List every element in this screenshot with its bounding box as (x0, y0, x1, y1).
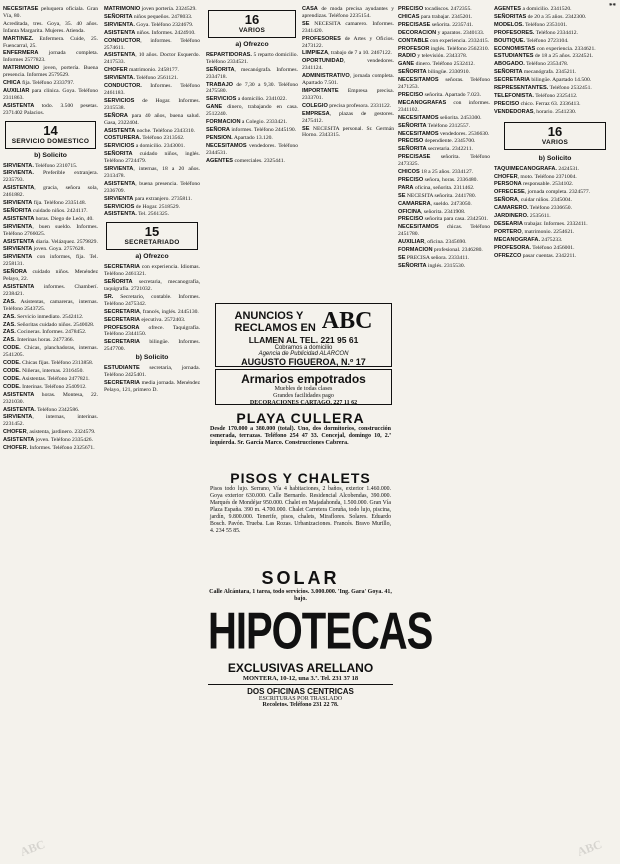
classified-ad: ASISTENTA noche. Teléfono 2343310. (104, 127, 195, 134)
classified-ad: MECANOGRAFAS con informes. 2341102. (398, 99, 490, 113)
classified-ad: ASISTENTA. Tel. 2561325. (104, 211, 169, 218)
abc-brand-logo: ABC (321, 308, 373, 334)
classified-ad: VENDEDORAS, horario. 2541230. (494, 108, 577, 115)
classified-ad: SIRVIENTA. Teléfono 2310715. (3, 162, 78, 169)
classified-ad: SIRVIENTA. Teléfono 2561121. (104, 75, 179, 82)
classified-ad: SEÑORITA, mecanógrafa. Informes. 2334718. (206, 66, 298, 80)
classified-ad: GANE dinero, trabajando en casa. 2512240. (206, 104, 298, 118)
classified-ad: CODE. Asistentas. Teléfono 2477821. (3, 375, 90, 382)
classified-ad: TELEFONISTA. Teléfono 2325412. (494, 92, 578, 99)
abc-watermark-right: ABC (574, 837, 604, 859)
abc-ad-phone: LLAMEN AL TEL. 221 95 61 (248, 335, 359, 345)
classified-ad: MARTINEZ. Enfermera. Cuide, 25. Fuencarral, 25. (3, 35, 98, 49)
column-2-ads-solicito (104, 365, 200, 394)
abc-ad-line2: RECLAMOS EN (234, 321, 316, 334)
column-2 (104, 6, 200, 858)
abc-watermark-left: ABC (18, 837, 47, 859)
classified-ad: SE NECESITA personal. Sr. Germán Horno. 2343315. (302, 125, 394, 139)
classified-ad: SE NECESITA camarero. Informes. 2341420. (302, 20, 394, 34)
hipotecas-subtitle: EXCLUSIVAS ARELLANO (227, 661, 374, 675)
classified-ad: OFRECESE, jornada completa. 2324577. (494, 189, 591, 196)
solar-title: SOLAR (261, 568, 340, 588)
armarios-line3: DECORACIONES CARTAGO. 227 11 62 (249, 400, 358, 406)
classified-ad: ZAS. Servicio inmediato. 2542412. (3, 313, 84, 320)
classified-ad: SECRETARIA bilingüe. Informes. 2547700. (104, 339, 200, 353)
classified-ad: CHOFER. Informes. Teléfono 2325671. (3, 445, 95, 452)
section-number: 16 (244, 12, 260, 27)
column-1 (3, 6, 98, 858)
classified-ad: PRECISASE señorita. Teléfono 2473325. (398, 154, 490, 168)
abc-ad-collect: Cobramos a domicilio (274, 345, 333, 351)
playa-title: PLAYA CULLERA (236, 410, 365, 426)
section-label: VARIOS (238, 27, 266, 34)
subsection-ofrezco: a) Ofrezco (135, 253, 169, 261)
classified-ad: NECESITASE peluquera oficiala. Gran Vía, 80. (3, 6, 98, 19)
classified-ad: COSTURERA. Teléfono 2313562. (104, 135, 185, 142)
page-marker: ** (609, 2, 616, 10)
classified-ad: PRECISO chico. Ferraz 63. 2336413. (494, 100, 581, 107)
classified-ad: PRECISO señora, horas. 2336480. (398, 176, 478, 183)
classified-ad: OFICINA, señorita. 2341908. (398, 208, 466, 215)
classified-ad: ASISTENTA todo. 3.500 pesetas. 2371402 Palacios. (3, 102, 98, 116)
classified-ad: SEÑORITA Teléfono 2312557. (398, 122, 470, 129)
section-label: VARIOS (541, 138, 569, 146)
column-5-ads (398, 6, 490, 270)
section-number: 16 (547, 123, 563, 139)
abc-ad-agency: Agencia de Publicidad ALARCON (258, 351, 349, 357)
classified-ad: ASISTENTA, buena presencia. Teléfono 2336709. (104, 180, 200, 194)
classified-ad: NECESITAMOS señoras. Teléfono 2471253. (398, 77, 490, 91)
classified-ad: REPRESENTANTES. Teléfono 2532451. (494, 85, 592, 92)
classified-ad: NECESITAMOS chicas. Teléfono 2451780. (398, 224, 490, 238)
classified-ad: SIRVIENTA joven. Goya. 2757628. (3, 246, 85, 253)
classified-ad: SR. Secretario, contable. Informes. Teléfono 2475342. (104, 293, 200, 307)
classified-ad: PROFESORES. Teléfono 2334412. (494, 29, 578, 36)
classified-ad: ESTUDIANTES de 18 a 25 años. 2324521. (494, 53, 594, 60)
classified-ad: SERVICIOS a domicilio. 2341022. (206, 96, 287, 103)
classified-ad: AUXILIAR, oficina. 2345690. (398, 239, 467, 246)
classified-ad: SEÑORITA bilingüe. 2330910. (398, 69, 471, 76)
playa-body: Desde 170.000 a 380.000 (total). Uno, dos dormitorios, construcción esmerada, terrazas. Teléfono 254 47 33. Concejal, domingo 10, 2.ª izquierda. Sr. García Marco. Construcciones Cabrera. (210, 426, 391, 446)
classified-ad: SIRVIENTA. Preferible extranjera. 2235793. (3, 170, 98, 184)
classified-ad: CONTABLE con experiencia. 2332415. (398, 37, 490, 44)
playa-cullera-advertisement (208, 410, 393, 466)
subsection-solicito: b) Solicito (135, 354, 169, 362)
section-label: SECRETARIADO (124, 239, 180, 247)
classified-ad: ECONOMISTAS con experiencia. 2334621. (494, 45, 596, 52)
classified-ad: SEÑORA, cuidar niños. 2345004. (494, 197, 573, 204)
classified-ad: ASISTENTA joven. Teléfono 2335426. (3, 437, 93, 444)
classified-ad: SERVICIOS de Hogar. Informes. 2315538. (104, 97, 200, 111)
classified-ad: TAQUIMECANOGRAFA. 2424531. (494, 165, 580, 172)
column-3-ads (206, 52, 298, 165)
subsection-ofrezco: a) Ofrezco (235, 41, 269, 48)
classified-ad: CHOFER, moto. Teléfono 2371004. (494, 173, 577, 180)
classified-ad: SIRVIENTA, internas, 18 a 20 años. 2313478. (104, 166, 200, 179)
classified-ad: SIRVIENTA, buen sueldo. Informes. Teléfono 2766025. (3, 223, 98, 237)
classified-ad: CHICOS 18 a 25 años. 2334127. (398, 169, 474, 176)
classified-ad: ZAS. Cocineras. Informes. 2478452. (3, 329, 87, 336)
armarios-advertisement (215, 369, 392, 405)
classified-ad: CHICA fija. Teléfono 2333797. (3, 80, 75, 87)
classified-ad: RADIO y televisión. 2343378. (398, 53, 468, 60)
pisos-title: PISOS Y CHALETS (230, 470, 371, 486)
classified-ad: SECRETARIA, francés, inglés. 2445130. (104, 308, 199, 315)
classified-ad: CHOFER, asistenta, jardinero. 2324579. (3, 429, 96, 436)
classified-ad: ENFERMERA jornada completa. Informes 2577823. (3, 50, 98, 64)
classified-ad: ASISTENTA horas. Diego de León, 40. (3, 215, 94, 222)
armarios-title: Armarios empotrados (241, 372, 366, 386)
abc-advertisement (215, 303, 392, 367)
classified-ad: SEÑORITA niños pequeños. 2478033. (104, 13, 193, 20)
classified-ad: PARA oficina, señorita. 2311462. (398, 184, 475, 191)
classified-ad: SEÑORA informes. Teléfono 2445190. (206, 126, 297, 133)
classified-ad: SEÑORITA inglés. 2315530. (398, 262, 466, 269)
classified-ad: ASISTENTA horas. Montesa, 22. 2321030. (3, 391, 98, 405)
classified-ad: OPORTUNIDAD, vendedores. 2341124. (302, 58, 394, 72)
subsection-solicito: b) Solicito (538, 154, 572, 162)
subsection-solicito: b) Solicito (34, 151, 67, 159)
classified-ad: ASISTENTA niños. Informes. 2424910. (104, 29, 196, 36)
classified-ad: ASISTENTA, gracia, señora sola, 2461882. (3, 185, 98, 199)
classified-ad: MECANOGRAFA. 2475233. (494, 236, 563, 243)
classified-ad: PRECISO señorita. Apartado 7.023. (398, 91, 481, 98)
pisos-chalets-advertisement (208, 470, 393, 564)
pisos-body: Pisos todo lujo. Serrano, Vía 4 habitaciones, 2 baños, exterior 1.460.000. Goya exterior 630.000. Calle Bernardo. Residencial Alcobendas, 390.000. Marqués de Mondéjar 950.000. Chalet en Majadahonda, 1.500.000. Gran Vía Plaza España. 390 m. 4.700.000. Chalet Carretera Coruña, todo lujo, piscina, jardín, 9.800.000. Tenerife, pisos, chalets, Miraflores. Solares. Eduardo Bosch. Pavón. Trueba. Las Rozas. Urbanizaciones. Francés. Bravo Murillo, 4. 234 55 85. (210, 486, 391, 534)
classified-ad: PROFESOR inglés. Teléfono 2562310. (398, 45, 490, 52)
classified-ad: SECRETARIA bilingüe. Apartado 14.500. (494, 77, 592, 84)
hipotecas-advertisement (208, 568, 433, 716)
classified-ad: ZAS. Asistentas, camareras, internas. Teléfono 2543725. (3, 298, 98, 312)
classified-ad: PERSONA responsable. 2534102. (494, 181, 574, 188)
column-4 (302, 6, 394, 304)
classified-ad: FORMACION profesional. 2346280. (398, 247, 483, 254)
classified-ad: PROFESORES de Artes y Oficios. 2473122. (302, 35, 394, 49)
hipotecas-title: HIPOTECAS (208, 603, 433, 661)
classified-ad: TRABAJO de 7,30 a 9,30. Teléfono 2475580. (206, 81, 298, 95)
classified-ad: AUXILIAR para clínica. Goya. Teléfono 2311863. (3, 87, 98, 101)
section-header-14 (5, 121, 96, 149)
column-1-ads (3, 163, 98, 452)
armarios-line2: Grandes facilidades pago (273, 393, 334, 399)
classified-ad: SE NECESITA señorita. 2441780. (398, 192, 477, 199)
classified-ad: CHOFER matrimonio. 2458177. (104, 67, 179, 74)
abc-ad-line1: ANUNCIOS Y (234, 309, 304, 322)
classified-ad: SIRVIENTA para extranjero. 2735811. (104, 195, 192, 202)
classified-ad: ESTUDIANTE secretaria, jornada. Teléfono 2425401. (104, 365, 200, 378)
classified-ad: ADMINISTRATIVO, jornada completa. Apartado 7.501. (302, 73, 394, 87)
section-header-16 (208, 10, 296, 38)
classified-ad: SEÑORA para 40 años, buena salud. Gasa, 2322404. (104, 112, 200, 126)
classified-ad: REPARTIDORAS. 5 reparto domicilio. Teléfono 2334521. (206, 51, 298, 65)
classified-ad: SEÑORITA secretaria. 2342211. (398, 146, 473, 153)
column-6-ads-solicito (494, 166, 616, 260)
column-6-ads (494, 6, 616, 116)
classified-ad: CONDUCTOR. Informes. Teléfono 2461183. (104, 83, 200, 96)
section-number: 15 (144, 224, 160, 240)
classified-ad: LIMPIEZA, trabajo de 7 a 10. 2467122. (302, 50, 392, 57)
classified-ad: ASISTENTA, 10 años. Doctor Esquerdo. 2417533. (104, 52, 200, 66)
classified-ad: SEÑORA cuidado niños. Menéndez Pelayo, 22. (3, 269, 98, 283)
classified-ad: SECRETARIA ejecutiva. 2572403. (104, 316, 186, 323)
classified-ad: Acreditada, tres. Goya, 35. 40 años. Infanta Margarita. Mujeres. Atienda. (3, 20, 98, 34)
classified-ad: MATRIMONIO joven portería. 2324529. (104, 6, 197, 12)
classified-ad: CODE. Chicas fijas. Teléfono 2313858. (3, 360, 94, 367)
hipotecas-address: MONTERA, 10-12, una 3.ª. Tel. 231 37 18 (242, 675, 359, 682)
classified-ad: SEÑORITA mecanógrafa. 2345211. (494, 69, 577, 76)
abc-ad-address: AUGUSTO FIGUEROA, N.º 17 (241, 357, 366, 367)
column-3 (206, 6, 298, 304)
classified-ad: ASISTENTA informes. Chamberí. 2238421. (3, 284, 98, 297)
classified-ad: CHICAS para trabajar. 2345201. (398, 13, 473, 20)
classified-ad: NECESITAMOS vendedores. 2536630. (398, 130, 490, 137)
classified-ad: CODE. Interinas. Teléfono 2540912. (3, 383, 87, 390)
section-header-16b (504, 122, 606, 150)
classified-ad: PENSION. Apartado 13.120. (206, 134, 273, 141)
classified-ad: CAMARERA, sueldo. 2473050. (398, 200, 472, 207)
classified-ad: SIRVIENTA con informes, fija. Tel. 2258131. (3, 254, 98, 268)
classified-ad: COLEGIO precisa profesora. 2331122. (302, 102, 392, 109)
hipotecas-offices3: Recoletos. Teléfono 231 22 78. (262, 702, 339, 708)
classified-ad: CONDUCTOR, informes. Teléfono 2574611. (104, 37, 200, 51)
column-5 (398, 6, 490, 858)
classified-ad: ASISTENTA. Teléfono 2342586. (3, 406, 80, 413)
column-4-ads (302, 6, 394, 139)
classified-ad: MATRIMONIO joven, portería. Buena presencia. Informes 2579529. (3, 65, 98, 79)
classified-ad: ASISTENTA diaria. Velázquez. 2579829. (3, 238, 98, 245)
solar-body: Calle Alcántara, 1 tarea, todo servicios. 3.000.000. 'Ing. Gara' Goya. 41, bajo. (209, 589, 392, 602)
classified-ad: BOUTIQUE. Teléfono 2723104. (494, 37, 569, 44)
classified-ad: CASA de moda precisa ayudantes y aprendizas. Teléfono 2235154. (302, 6, 394, 19)
classified-ad: CODE. Chicas, planchadoras, internas. 2541205. (3, 345, 98, 359)
section-label: SERVICIO DOMESTICO (11, 137, 90, 145)
column-6 (494, 6, 616, 858)
classified-ad: SIRVIENTA, internas, interinas. 2231452. (3, 414, 98, 428)
classified-ad: PORTERO, matrimonio. 2254621. (494, 228, 575, 235)
classified-ad: SERVICIOS de Hogar. 2518529. (104, 203, 180, 210)
classified-ad: DESEARIA trabajar. Informes. 2332411. (494, 220, 588, 227)
classified-ad: SERVICIOS a domicilio. 2343001. (104, 143, 185, 150)
classified-ad: ZAS. Señoritas cuidado niños. 2540028. (3, 321, 95, 328)
classified-ad: PROFESORA ofrece. Taquigrafía. Teléfono 2344150. (104, 324, 200, 338)
classified-ad: EMPRESA, plazas de gestores. 2475412. (302, 110, 394, 124)
classified-ad: SIRVIENTA. Goya. Teléfono 2324679. (104, 21, 194, 28)
classified-ad: SEÑORITA cuidado niños, inglés. Teléfono 2724479. (104, 151, 200, 165)
armarios-line1: Muebles de todas clases (274, 386, 333, 392)
classified-ad: PRECISO dependiente. 2345700. (398, 138, 476, 145)
classified-ad: SEÑORITA cuidado niños. 2424117. (3, 207, 88, 214)
classified-ad: AGENTES a domicilio. 2341520. (494, 6, 572, 12)
classified-ad: SE PRECISA señora. 2333411. (398, 255, 470, 261)
classified-ad: PRECISO tocadiscos. 2472355. (398, 6, 472, 12)
classified-ad: IMPORTANTE Empresa precisa. 2333701. (302, 87, 394, 101)
classified-ad: SIRVIENTA fija. Teléfono 2335148. (3, 200, 87, 207)
hipotecas-offices: DOS OFICINAS CENTRICAS (247, 687, 354, 696)
classified-ad: PRECISASE señorita. 2235741. (398, 21, 474, 28)
classified-ad: GANE dinero. Teléfono 2532412. (398, 61, 475, 68)
hipotecas-offices2: ESCRITURAS POR TRASLADO (258, 696, 343, 702)
classified-ad: SECRETARIA media jornada. Menéndez Pelayo, 121, primero D. (104, 379, 200, 393)
classified-ad: CAMARERO. Teléfono 2336650. (494, 205, 572, 212)
classified-ad: NECESITAMOS vendedores. Teléfono 2344531. (206, 142, 298, 156)
classified-ad: MODELOS. Teléfono 2353101. (494, 21, 568, 28)
classified-ad: JARDINERO. 2535611. (494, 213, 551, 220)
column-2-ads (104, 264, 200, 353)
section-number: 14 (43, 122, 58, 138)
classified-ad: NECESITAMOS señorita. 2453300. (398, 114, 482, 121)
classified-ad: PRECISO señorita para casa. 2342501. (398, 216, 489, 223)
classified-ad: PROFESORA. Teléfono 2456001. (494, 244, 575, 251)
column-2-ads-top (104, 6, 200, 218)
classified-ad: CODE. Niñeras, internas. 2316450. (3, 367, 84, 374)
classified-ad: SECRETARIA con experiencia. Idiomas. Teléfono 2461321. (104, 264, 200, 278)
classified-ad: OFREZCO pasar cuentas. 2342211. (494, 252, 577, 259)
column-1-ads-top (3, 6, 98, 117)
classified-ad: AGENTES comerciales. 2325441. (206, 157, 285, 164)
column-3-4-bottom (208, 722, 393, 858)
classified-ad: ZAS. Interinas horas. 2477366. (3, 337, 75, 344)
classified-ad: ABOGADO. Teléfono 2353478. (494, 61, 569, 68)
section-header-15 (106, 222, 198, 250)
classified-ad: FORMACION a Colegio. 2333421. (206, 119, 288, 126)
classified-ad: SEÑORITAS de 20 a 35 años. 2342300. (494, 13, 587, 20)
classified-ad: SEÑORITA secretaria, mecanografía, taquigrafía. 2721032. (104, 279, 200, 292)
classified-ad: DECORACION y aparatos. 2340133. (398, 29, 485, 36)
